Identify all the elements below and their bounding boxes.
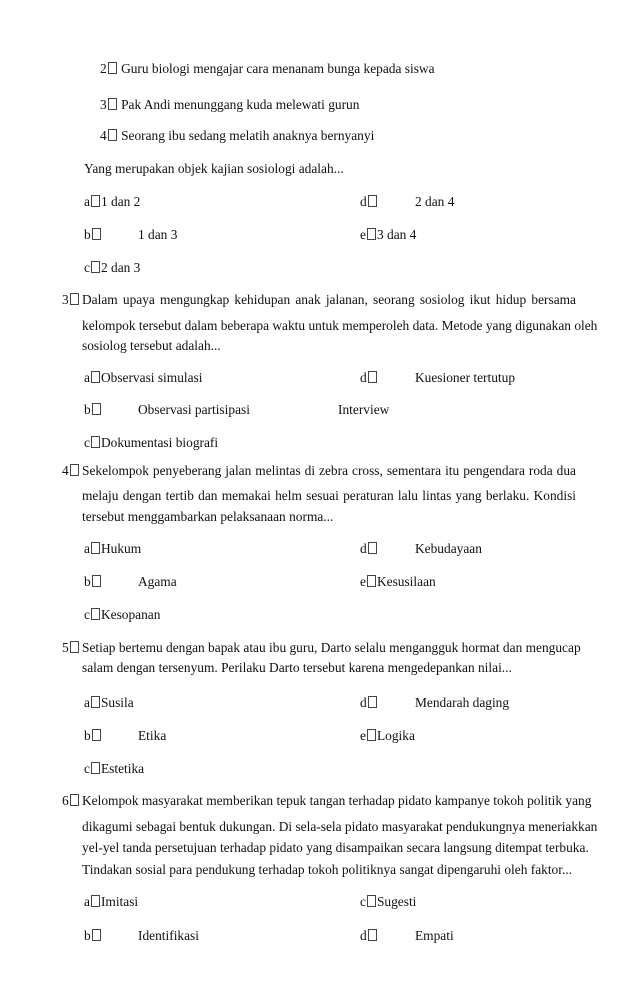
option-text: 3 dan 4 — [376, 227, 417, 242]
option-text: 2 dan 3 — [100, 260, 141, 275]
option-letter: d — [360, 194, 367, 209]
option-d — [360, 193, 378, 211]
option-e — [360, 226, 416, 244]
question-text-line: tersebut menggambarkan pelaksanaan norma... — [82, 509, 334, 524]
checkbox-icon — [367, 228, 376, 240]
bullet-box-icon — [70, 293, 79, 305]
checkbox-icon — [91, 261, 100, 273]
option-b — [84, 226, 102, 244]
option-c — [84, 760, 144, 778]
bullet-box-icon — [108, 129, 117, 141]
question-text-line: Kelompok masyarakat memberikan tepuk tangan terhadap pidato kampanye tokoh politik yang — [82, 793, 592, 808]
question-text-line: salam dengan tersenyum. Perilaku Darto tersebut karena mengedepankan nilai... — [82, 660, 512, 675]
option-c — [84, 259, 140, 277]
option-a — [84, 193, 140, 211]
question-number — [62, 639, 80, 657]
question-text-line: Sekelompok penyeberang jalan melintas di zebra cross, sementara itu pengendara roda dua — [82, 463, 576, 478]
option-text: 1 dan 2 — [100, 194, 141, 209]
question-number — [62, 291, 80, 309]
bullet-box-icon — [70, 794, 79, 806]
question-text-line: melaju dengan tertib dan memakai helm sesuai peraturan lalu lintas yang berlaku. Kondisi — [82, 488, 576, 503]
option-letter: b — [84, 574, 91, 589]
option-letter: b — [84, 402, 91, 417]
question-text-line: Setiap bertemu dengan bapak atau ibu guru, Darto selalu mengangguk hormat dan mengucap — [82, 640, 581, 655]
option-letter: e — [360, 728, 366, 743]
option-letter: b — [84, 928, 91, 943]
checkbox-icon — [91, 371, 100, 383]
checkbox-icon — [368, 371, 377, 383]
option-letter: e — [360, 227, 366, 242]
option-b — [84, 401, 102, 419]
option-text: Kesopanan — [100, 607, 161, 622]
option-c — [360, 893, 416, 911]
option-d-text: Kuesioner tertutup — [415, 370, 516, 385]
checkbox-icon — [92, 228, 101, 240]
question-number — [62, 462, 80, 480]
checkbox-icon — [367, 729, 376, 741]
option-letter: b — [84, 728, 91, 743]
checkbox-icon — [368, 542, 377, 554]
option-a — [84, 893, 138, 911]
option-d-text: 2 dan 4 — [415, 194, 455, 209]
bullet-box-icon — [108, 98, 117, 110]
number-text: 5 — [62, 640, 69, 655]
option-b — [84, 727, 102, 745]
checkbox-icon — [92, 575, 101, 587]
question-text-line: Dalam upaya mengungkap kehidupan anak jalanan, seorang sosiolog ikut hidup bersama — [82, 292, 576, 307]
option-b-text: Agama — [138, 574, 177, 589]
option-letter: c — [84, 260, 90, 275]
bullet-box-icon — [108, 62, 117, 74]
checkbox-icon — [91, 762, 100, 774]
option-letter: a — [84, 194, 90, 209]
item-number: 2 — [100, 61, 107, 76]
option-letter: d — [360, 695, 367, 710]
option-d — [360, 694, 378, 712]
option-a — [84, 540, 141, 558]
number-text: 4 — [62, 463, 69, 478]
option-d-text: Kebudayaan — [415, 541, 482, 556]
option-text: Observasi simulasi — [100, 370, 203, 385]
checkbox-icon — [91, 195, 100, 207]
option-text: Kesusilaan — [376, 574, 436, 589]
question-number — [62, 792, 80, 810]
question-stem: Yang merupakan objek kajian sosiologi adalah... — [84, 161, 344, 176]
option-letter: c — [84, 435, 90, 450]
question-text-line: sosiolog tersebut adalah... — [82, 338, 221, 353]
option-letter: a — [84, 370, 90, 385]
checkbox-icon — [91, 608, 100, 620]
checkbox-icon — [91, 696, 100, 708]
item-number: 4 — [100, 128, 107, 143]
question-text-line: Tindakan sosial para pendukung terhadap tokoh politiknya sangat dipengaruhi oleh faktor... — [82, 862, 573, 877]
option-b-text: Etika — [138, 728, 167, 743]
option-text: Hukum — [100, 541, 142, 556]
item-number: 3 — [100, 97, 107, 112]
option-text: Estetika — [100, 761, 145, 776]
option-letter: e — [360, 574, 366, 589]
checkbox-icon — [368, 929, 377, 941]
question-text-line: dikagumi sebagai bentuk dukungan. Di sela-sela pidato masyarakat pendukungnya meneriakkan — [82, 819, 598, 834]
option-letter: d — [360, 370, 367, 385]
number-text: 3 — [62, 292, 69, 307]
question-text-line: yel-yel tanda persetujuan terhadap pidato yang disampaikan secara langsung ditempat terbuka. — [82, 840, 589, 855]
checkbox-icon — [92, 403, 101, 415]
list-item — [100, 60, 435, 78]
option-e — [360, 727, 415, 745]
option-letter: d — [360, 928, 367, 943]
option-b-text: 1 dan 3 — [138, 227, 178, 242]
checkbox-icon — [91, 436, 100, 448]
option-text: Dokumentasi biografi — [100, 435, 219, 450]
option-letter: d — [360, 541, 367, 556]
option-text: Imitasi — [100, 894, 139, 909]
option-b-text: Observasi partisipasi — [138, 402, 250, 417]
option-b — [84, 573, 102, 591]
question-text-line: kelompok tersebut dalam beberapa waktu untuk memperoleh data. Metode yang digunakan oleh — [82, 318, 598, 333]
item-text: Guru biologi mengajar cara menanam bunga kepada siswa — [121, 61, 435, 76]
option-letter: b — [84, 227, 91, 242]
checkbox-icon — [367, 895, 376, 907]
option-letter: c — [84, 761, 90, 776]
option-text: Logika — [376, 728, 415, 743]
bullet-box-icon — [70, 464, 79, 476]
option-d — [360, 927, 378, 945]
option-extra-text: Interview — [338, 402, 390, 417]
option-text: Sugesti — [376, 894, 417, 909]
checkbox-icon — [92, 929, 101, 941]
option-letter: a — [84, 894, 90, 909]
checkbox-icon — [91, 542, 100, 554]
option-b-text: Identifikasi — [138, 928, 199, 943]
option-letter: c — [360, 894, 366, 909]
checkbox-icon — [368, 195, 377, 207]
number-text: 6 — [62, 793, 69, 808]
option-letter: a — [84, 695, 90, 710]
checkbox-icon — [368, 696, 377, 708]
option-d — [360, 540, 378, 558]
list-item — [100, 127, 374, 145]
option-b — [84, 927, 102, 945]
item-text: Seorang ibu sedang melatih anaknya bernyanyi — [121, 128, 375, 143]
option-a — [84, 369, 203, 387]
option-c — [84, 434, 218, 452]
bullet-box-icon — [70, 641, 79, 653]
option-d-text: Mendarah daging — [415, 695, 510, 710]
checkbox-icon — [91, 895, 100, 907]
item-text: Pak Andi menunggang kuda melewati gurun — [121, 97, 360, 112]
option-e — [360, 573, 436, 591]
option-d — [360, 369, 378, 387]
option-text: Susila — [100, 695, 134, 710]
option-c — [84, 606, 160, 624]
checkbox-icon — [367, 575, 376, 587]
option-a — [84, 694, 134, 712]
option-letter: a — [84, 541, 90, 556]
list-item — [100, 96, 359, 114]
checkbox-icon — [92, 729, 101, 741]
option-d-text: Empati — [415, 928, 454, 943]
option-letter: c — [84, 607, 90, 622]
